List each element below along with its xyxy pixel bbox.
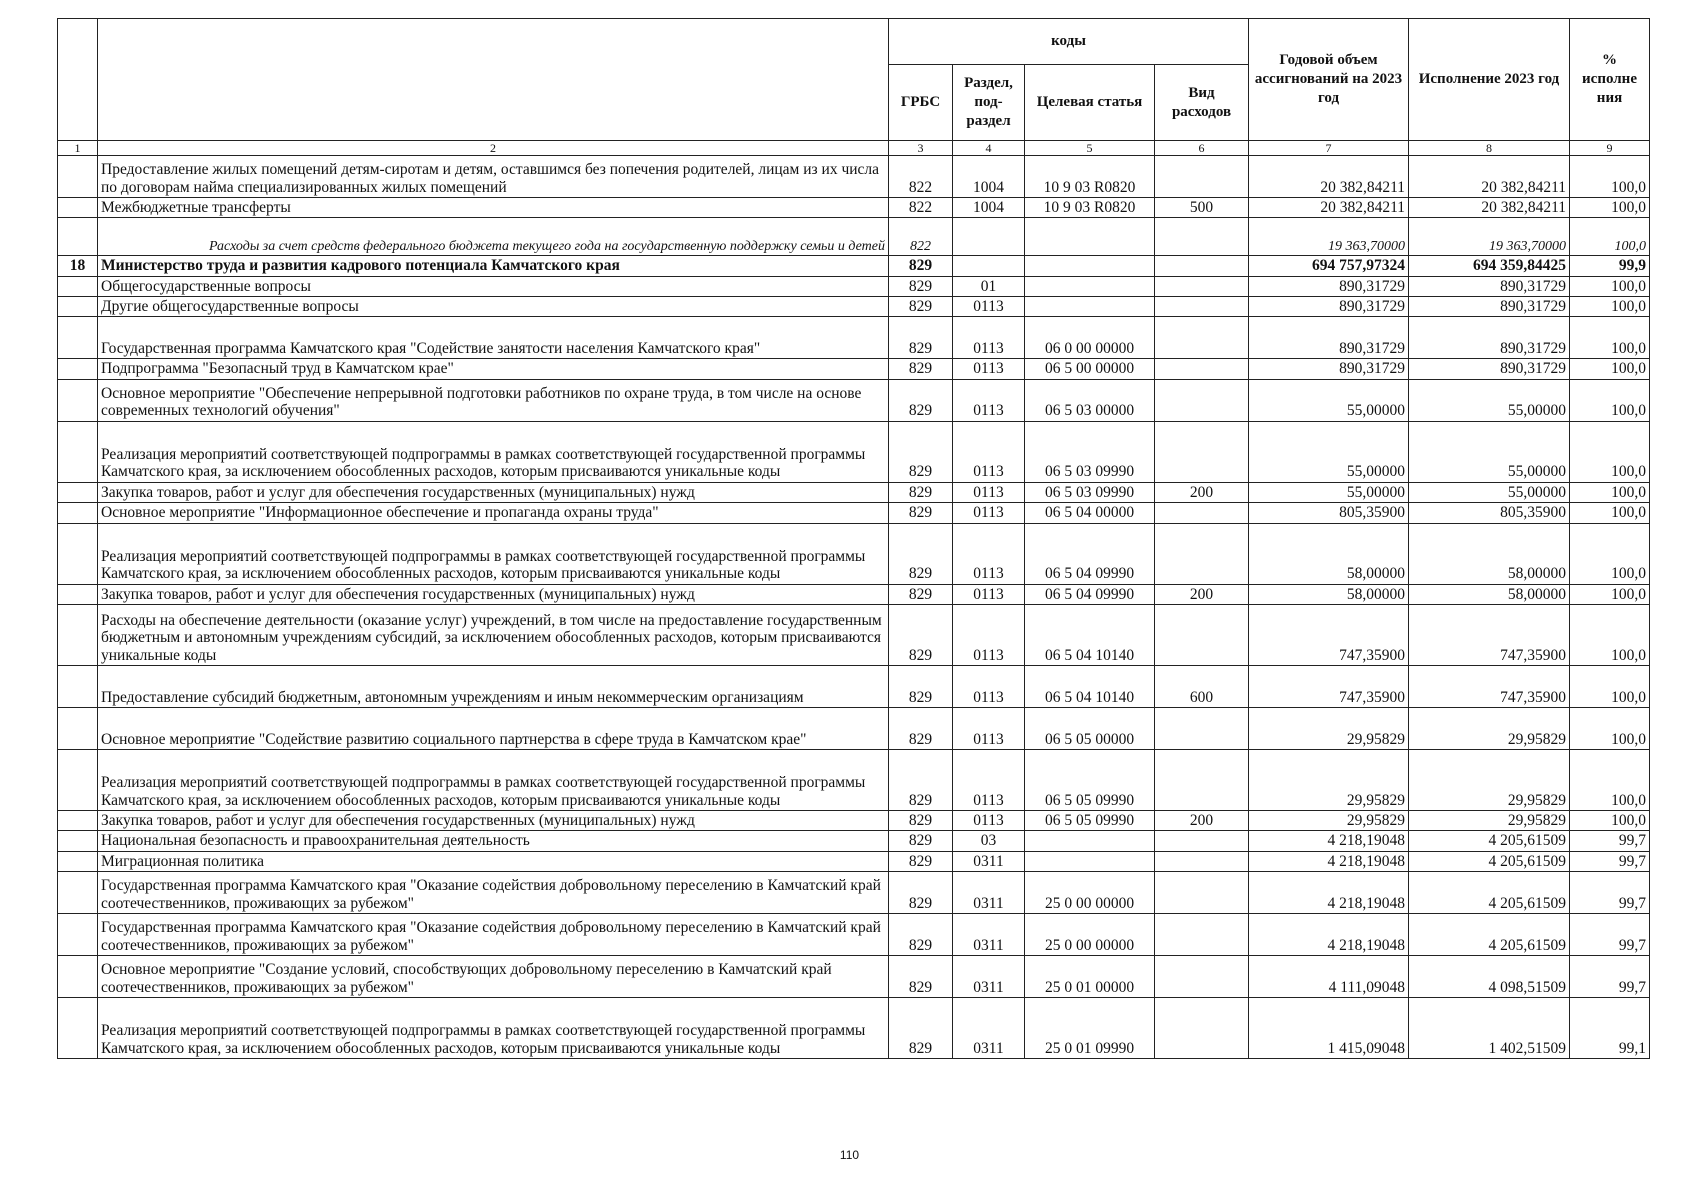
row-number-cell xyxy=(58,604,98,665)
annual-allocation-cell: 4 218,19048 xyxy=(1249,851,1409,871)
grbs-code-cell: 822 xyxy=(889,218,953,256)
execution-percent-cell: 100,0 xyxy=(1570,218,1650,256)
target-article-cell: 06 5 04 00000 xyxy=(1025,503,1155,523)
expense-type-cell xyxy=(1155,317,1249,359)
annual-allocation-cell: 1 415,09048 xyxy=(1249,997,1409,1058)
row-number-cell xyxy=(58,297,98,317)
execution-cell: 19 363,70000 xyxy=(1409,218,1570,256)
target-article-cell: 06 5 04 10140 xyxy=(1025,665,1155,707)
expense-type-cell xyxy=(1155,955,1249,997)
annual-allocation-cell: 55,00000 xyxy=(1249,482,1409,502)
header-plan: Годовой объем ассигнований на 2023 год xyxy=(1249,19,1409,141)
table-row xyxy=(58,218,1650,256)
annual-allocation-cell: 890,31729 xyxy=(1249,359,1409,379)
annual-allocation-cell: 19 363,70000 xyxy=(1249,218,1409,256)
item-name-cell: Основное мероприятие "Создание условий, способствующих добровольному переселению в Камчатский край соотечественников, проживающих за рубежом" xyxy=(98,955,889,997)
annual-allocation-cell: 890,31729 xyxy=(1249,297,1409,317)
target-article-cell: 25 0 01 09990 xyxy=(1025,997,1155,1058)
item-name-cell: Основное мероприятие "Информационное обеспечение и пропаганда охраны труда" xyxy=(98,503,889,523)
table-row xyxy=(58,198,1650,218)
target-article-cell xyxy=(1025,831,1155,851)
annual-allocation-cell: 805,35900 xyxy=(1249,503,1409,523)
table-row xyxy=(58,810,1650,830)
expense-type-cell: 600 xyxy=(1155,665,1249,707)
table-row xyxy=(58,665,1650,707)
column-number: 2 xyxy=(98,141,889,156)
row-number-cell xyxy=(58,379,98,421)
row-number-cell xyxy=(58,913,98,955)
column-number: 6 xyxy=(1155,141,1249,156)
execution-cell: 4 205,61509 xyxy=(1409,851,1570,871)
execution-percent-cell: 100,0 xyxy=(1570,482,1650,502)
annual-allocation-cell: 4 218,19048 xyxy=(1249,913,1409,955)
grbs-code-cell: 829 xyxy=(889,482,953,502)
execution-percent-cell: 99,7 xyxy=(1570,851,1650,871)
annual-allocation-cell: 890,31729 xyxy=(1249,276,1409,296)
grbs-code-cell: 829 xyxy=(889,749,953,810)
expense-type-cell xyxy=(1155,851,1249,871)
expense-type-cell xyxy=(1155,256,1249,276)
execution-cell: 20 382,84211 xyxy=(1409,198,1570,218)
table-row xyxy=(58,584,1650,604)
annual-allocation-cell: 55,00000 xyxy=(1249,421,1409,482)
item-name-cell: Основное мероприятие "Обеспечение непрерывной подготовки работников по охране труда, в том числе на основе современных технологий обучения" xyxy=(98,379,889,421)
target-article-cell: 25 0 00 00000 xyxy=(1025,913,1155,955)
item-name-cell: Предоставление субсидий бюджетным, автономным учреждениям и иным некоммерческим организациям xyxy=(98,665,889,707)
column-number-row xyxy=(58,141,1650,156)
execution-percent-cell: 99,9 xyxy=(1570,256,1650,276)
section-code-cell: 1004 xyxy=(953,156,1025,198)
item-name-cell: Государственная программа Камчатского края "Содействие занятости населения Камчатского края" xyxy=(98,317,889,359)
target-article-cell: 25 0 01 00000 xyxy=(1025,955,1155,997)
execution-cell: 890,31729 xyxy=(1409,359,1570,379)
column-number: 3 xyxy=(889,141,953,156)
grbs-code-cell: 829 xyxy=(889,997,953,1058)
expense-type-cell xyxy=(1155,297,1249,317)
budget-table xyxy=(57,18,1650,1059)
expense-type-cell xyxy=(1155,156,1249,198)
column-number: 4 xyxy=(953,141,1025,156)
execution-percent-cell: 99,7 xyxy=(1570,955,1650,997)
budget-sheet xyxy=(57,18,1649,1059)
target-article-cell: 06 5 03 09990 xyxy=(1025,421,1155,482)
table-row xyxy=(58,831,1650,851)
row-number-cell xyxy=(58,503,98,523)
target-article-cell: 06 5 05 09990 xyxy=(1025,749,1155,810)
target-article-cell: 06 5 04 09990 xyxy=(1025,523,1155,584)
execution-cell: 747,35900 xyxy=(1409,604,1570,665)
execution-cell: 890,31729 xyxy=(1409,276,1570,296)
expense-type-cell xyxy=(1155,749,1249,810)
execution-cell: 55,00000 xyxy=(1409,421,1570,482)
execution-percent-cell: 100,0 xyxy=(1570,379,1650,421)
header-fact: Исполнение 2023 год xyxy=(1409,19,1570,141)
annual-allocation-cell: 890,31729 xyxy=(1249,317,1409,359)
execution-percent-cell: 100,0 xyxy=(1570,359,1650,379)
target-article-cell: 06 5 00 00000 xyxy=(1025,359,1155,379)
grbs-code-cell: 829 xyxy=(889,913,953,955)
grbs-code-cell: 829 xyxy=(889,379,953,421)
target-article-cell: 06 0 00 00000 xyxy=(1025,317,1155,359)
execution-cell: 1 402,51509 xyxy=(1409,997,1570,1058)
item-name-cell: Межбюджетные трансферты xyxy=(98,198,889,218)
execution-percent-cell: 99,7 xyxy=(1570,913,1650,955)
expense-type-cell xyxy=(1155,379,1249,421)
table-row xyxy=(58,955,1650,997)
annual-allocation-cell: 29,95829 xyxy=(1249,810,1409,830)
target-article-cell xyxy=(1025,851,1155,871)
section-code-cell: 0113 xyxy=(953,604,1025,665)
annual-allocation-cell: 4 218,19048 xyxy=(1249,831,1409,851)
grbs-code-cell: 829 xyxy=(889,421,953,482)
section-code-cell: 0113 xyxy=(953,665,1025,707)
execution-percent-cell: 100,0 xyxy=(1570,707,1650,749)
section-code-cell: 0113 xyxy=(953,482,1025,502)
item-name-cell: Реализация мероприятий соответствующей подпрограммы в рамках соответствующей государственной программы Камчатского края, за исключением обособленных расходов, которым присваиваются уникальные коды xyxy=(98,997,889,1058)
item-name-cell: Закупка товаров, работ и услуг для обеспечения государственных (муниципальных) нужд xyxy=(98,584,889,604)
target-article-cell xyxy=(1025,218,1155,256)
item-name-cell: Национальная безопасность и правоохранительная деятельность xyxy=(98,831,889,851)
execution-cell: 890,31729 xyxy=(1409,297,1570,317)
header-expense-type: Вид расходов xyxy=(1155,65,1249,141)
table-row xyxy=(58,523,1650,584)
column-number: 1 xyxy=(58,141,98,156)
table-row xyxy=(58,317,1650,359)
execution-cell: 20 382,84211 xyxy=(1409,156,1570,198)
grbs-code-cell: 829 xyxy=(889,317,953,359)
execution-cell: 29,95829 xyxy=(1409,707,1570,749)
execution-percent-cell: 100,0 xyxy=(1570,317,1650,359)
grbs-code-cell: 829 xyxy=(889,810,953,830)
header-target-article: Целевая статья xyxy=(1025,65,1155,141)
grbs-code-cell: 829 xyxy=(889,256,953,276)
section-code-cell: 01 xyxy=(953,276,1025,296)
execution-percent-cell: 100,0 xyxy=(1570,749,1650,810)
execution-percent-cell: 100,0 xyxy=(1570,421,1650,482)
execution-percent-cell: 100,0 xyxy=(1570,810,1650,830)
column-number: 8 xyxy=(1409,141,1570,156)
annual-allocation-cell: 747,35900 xyxy=(1249,665,1409,707)
table-row xyxy=(58,359,1650,379)
row-number-cell xyxy=(58,421,98,482)
execution-percent-cell: 100,0 xyxy=(1570,276,1650,296)
section-code-cell: 0113 xyxy=(953,379,1025,421)
item-name-cell: Миграционная политика xyxy=(98,851,889,871)
table-row xyxy=(58,256,1650,276)
item-name-cell: Подпрограмма "Безопасный труд в Камчатском крае" xyxy=(98,359,889,379)
grbs-code-cell: 829 xyxy=(889,831,953,851)
table-row xyxy=(58,482,1650,502)
table-row xyxy=(58,421,1650,482)
expense-type-cell xyxy=(1155,421,1249,482)
grbs-code-cell: 829 xyxy=(889,359,953,379)
item-name-cell: Закупка товаров, работ и услуг для обеспечения государственных (муниципальных) нужд xyxy=(98,482,889,502)
row-number-cell xyxy=(58,851,98,871)
execution-cell: 29,95829 xyxy=(1409,810,1570,830)
section-code-cell: 0113 xyxy=(953,707,1025,749)
target-article-cell xyxy=(1025,276,1155,296)
table-header xyxy=(58,19,1650,156)
grbs-code-cell: 829 xyxy=(889,503,953,523)
table-row xyxy=(58,379,1650,421)
section-code-cell: 0113 xyxy=(953,503,1025,523)
expense-type-cell xyxy=(1155,218,1249,256)
grbs-code-cell: 829 xyxy=(889,297,953,317)
target-article-cell: 25 0 00 00000 xyxy=(1025,871,1155,913)
expense-type-cell: 200 xyxy=(1155,482,1249,502)
grbs-code-cell: 829 xyxy=(889,584,953,604)
table-body xyxy=(58,156,1650,1059)
table-row xyxy=(58,871,1650,913)
row-number-cell xyxy=(58,749,98,810)
row-number-cell xyxy=(58,584,98,604)
row-number-cell xyxy=(58,997,98,1058)
expense-type-cell xyxy=(1155,503,1249,523)
target-article-cell xyxy=(1025,297,1155,317)
item-name-cell: Государственная программа Камчатского края "Оказание содействия добровольному переселению в Камчатский край соотечественников, проживающих за рубежом" xyxy=(98,913,889,955)
execution-cell: 890,31729 xyxy=(1409,317,1570,359)
header-codes-group: коды xyxy=(889,19,1249,65)
execution-cell: 4 205,61509 xyxy=(1409,871,1570,913)
table-row xyxy=(58,503,1650,523)
execution-cell: 29,95829 xyxy=(1409,749,1570,810)
row-number-cell xyxy=(58,218,98,256)
header-grbs: ГРБС xyxy=(889,65,953,141)
section-code-cell: 0311 xyxy=(953,913,1025,955)
execution-percent-cell: 99,7 xyxy=(1570,871,1650,913)
table-row xyxy=(58,913,1650,955)
target-article-cell: 06 5 04 09990 xyxy=(1025,584,1155,604)
annual-allocation-cell: 4 218,19048 xyxy=(1249,871,1409,913)
item-name-cell: Предоставление жилых помещений детям-сиротам и детям, оставшимся без попечения родителей, лицам из их числа по договорам найма специализированных жилых помещений xyxy=(98,156,889,198)
execution-cell: 4 205,61509 xyxy=(1409,913,1570,955)
execution-percent-cell: 100,0 xyxy=(1570,604,1650,665)
item-name-cell: Расходы за счет средств федерального бюджета текущего года на государственную поддержку семьи и детей xyxy=(98,218,889,256)
item-name-cell: Министерство труда и развития кадрового потенциала Камчатского края xyxy=(98,256,889,276)
execution-percent-cell: 100,0 xyxy=(1570,665,1650,707)
table-row xyxy=(58,851,1650,871)
header-blank-no xyxy=(58,19,98,141)
row-number-cell xyxy=(58,523,98,584)
execution-cell: 694 359,84425 xyxy=(1409,256,1570,276)
expense-type-cell: 200 xyxy=(1155,584,1249,604)
expense-type-cell xyxy=(1155,523,1249,584)
row-number-cell xyxy=(58,831,98,851)
row-number-cell xyxy=(58,276,98,296)
table-row xyxy=(58,276,1650,296)
execution-percent-cell: 99,1 xyxy=(1570,997,1650,1058)
header-razdel: Раздел, под-раздел xyxy=(953,65,1025,141)
table-row xyxy=(58,749,1650,810)
target-article-cell: 06 5 03 00000 xyxy=(1025,379,1155,421)
row-number-cell: 18 xyxy=(58,256,98,276)
expense-type-cell xyxy=(1155,997,1249,1058)
execution-cell: 805,35900 xyxy=(1409,503,1570,523)
execution-cell: 4 098,51509 xyxy=(1409,955,1570,997)
item-name-cell: Государственная программа Камчатского края "Оказание содействия добровольному переселению в Камчатский край соотечественников, проживающих за рубежом" xyxy=(98,871,889,913)
execution-cell: 4 205,61509 xyxy=(1409,831,1570,851)
row-number-cell xyxy=(58,198,98,218)
section-code-cell: 1004 xyxy=(953,198,1025,218)
row-number-cell xyxy=(58,707,98,749)
grbs-code-cell: 829 xyxy=(889,665,953,707)
item-name-cell: Закупка товаров, работ и услуг для обеспечения государственных (муниципальных) нужд xyxy=(98,810,889,830)
item-name-cell: Общегосударственные вопросы xyxy=(98,276,889,296)
row-number-cell xyxy=(58,871,98,913)
section-code-cell: 0113 xyxy=(953,297,1025,317)
grbs-code-cell: 829 xyxy=(889,276,953,296)
expense-type-cell: 500 xyxy=(1155,198,1249,218)
section-code-cell: 0113 xyxy=(953,810,1025,830)
expense-type-cell xyxy=(1155,913,1249,955)
grbs-code-cell: 829 xyxy=(889,523,953,584)
column-number: 9 xyxy=(1570,141,1650,156)
section-code-cell: 0311 xyxy=(953,997,1025,1058)
table-row xyxy=(58,156,1650,198)
grbs-code-cell: 829 xyxy=(889,955,953,997)
row-number-cell xyxy=(58,665,98,707)
expense-type-cell xyxy=(1155,831,1249,851)
item-name-cell: Реализация мероприятий соответствующей подпрограммы в рамках соответствующей государственной программы Камчатского края, за исключением обособленных расходов, которым присваиваются уникальные коды xyxy=(98,749,889,810)
row-number-cell xyxy=(58,359,98,379)
execution-percent-cell: 100,0 xyxy=(1570,503,1650,523)
expense-type-cell xyxy=(1155,871,1249,913)
column-number: 7 xyxy=(1249,141,1409,156)
item-name-cell: Другие общегосударственные вопросы xyxy=(98,297,889,317)
target-article-cell xyxy=(1025,256,1155,276)
execution-cell: 58,00000 xyxy=(1409,584,1570,604)
expense-type-cell xyxy=(1155,276,1249,296)
page-number: 110 xyxy=(839,1148,860,1162)
section-code-cell: 0113 xyxy=(953,421,1025,482)
table-row xyxy=(58,707,1650,749)
section-code-cell: 0113 xyxy=(953,523,1025,584)
execution-percent-cell: 99,7 xyxy=(1570,831,1650,851)
annual-allocation-cell: 20 382,84211 xyxy=(1249,198,1409,218)
target-article-cell: 10 9 03 R0820 xyxy=(1025,198,1155,218)
annual-allocation-cell: 20 382,84211 xyxy=(1249,156,1409,198)
expense-type-cell xyxy=(1155,359,1249,379)
execution-percent-cell: 100,0 xyxy=(1570,198,1650,218)
table-row xyxy=(58,997,1650,1058)
section-code-cell: 0311 xyxy=(953,851,1025,871)
execution-cell: 747,35900 xyxy=(1409,665,1570,707)
target-article-cell: 06 5 05 00000 xyxy=(1025,707,1155,749)
annual-allocation-cell: 58,00000 xyxy=(1249,523,1409,584)
section-code-cell: 0113 xyxy=(953,317,1025,359)
section-code-cell: 03 xyxy=(953,831,1025,851)
execution-cell: 55,00000 xyxy=(1409,482,1570,502)
grbs-code-cell: 829 xyxy=(889,871,953,913)
item-name-cell: Реализация мероприятий соответствующей подпрограммы в рамках соответствующей государственной программы Камчатского края, за исключением обособленных расходов, которым присваиваются уникальные коды xyxy=(98,421,889,482)
table-row xyxy=(58,604,1650,665)
annual-allocation-cell: 694 757,97324 xyxy=(1249,256,1409,276)
expense-type-cell xyxy=(1155,707,1249,749)
target-article-cell: 06 5 03 09990 xyxy=(1025,482,1155,502)
section-code-cell: 0113 xyxy=(953,749,1025,810)
item-name-cell: Основное мероприятие "Содействие развитию социального партнерства в сфере труда в Камчатском крае" xyxy=(98,707,889,749)
section-code-cell xyxy=(953,218,1025,256)
row-number-cell xyxy=(58,955,98,997)
execution-percent-cell: 100,0 xyxy=(1570,156,1650,198)
expense-type-cell: 200 xyxy=(1155,810,1249,830)
execution-cell: 58,00000 xyxy=(1409,523,1570,584)
annual-allocation-cell: 747,35900 xyxy=(1249,604,1409,665)
annual-allocation-cell: 55,00000 xyxy=(1249,379,1409,421)
annual-allocation-cell: 58,00000 xyxy=(1249,584,1409,604)
execution-percent-cell: 100,0 xyxy=(1570,584,1650,604)
grbs-code-cell: 822 xyxy=(889,156,953,198)
grbs-code-cell: 829 xyxy=(889,851,953,871)
header-blank-name xyxy=(98,19,889,141)
annual-allocation-cell: 4 111,09048 xyxy=(1249,955,1409,997)
row-number-cell xyxy=(58,482,98,502)
row-number-cell xyxy=(58,810,98,830)
section-code-cell: 0311 xyxy=(953,955,1025,997)
item-name-cell: Реализация мероприятий соответствующей подпрограммы в рамках соответствующей государственной программы Камчатского края, за исключением обособленных расходов, которым присваиваются уникальные коды xyxy=(98,523,889,584)
grbs-code-cell: 822 xyxy=(889,198,953,218)
row-number-cell xyxy=(58,156,98,198)
grbs-code-cell: 829 xyxy=(889,707,953,749)
target-article-cell: 10 9 03 R0820 xyxy=(1025,156,1155,198)
grbs-code-cell: 829 xyxy=(889,604,953,665)
annual-allocation-cell: 29,95829 xyxy=(1249,749,1409,810)
row-number-cell xyxy=(58,317,98,359)
column-number: 5 xyxy=(1025,141,1155,156)
execution-cell: 55,00000 xyxy=(1409,379,1570,421)
section-code-cell: 0113 xyxy=(953,359,1025,379)
table-row xyxy=(58,297,1650,317)
header-percent: % исполне ния xyxy=(1570,19,1650,141)
section-code-cell: 0311 xyxy=(953,871,1025,913)
target-article-cell: 06 5 04 10140 xyxy=(1025,604,1155,665)
section-code-cell xyxy=(953,256,1025,276)
execution-percent-cell: 100,0 xyxy=(1570,297,1650,317)
annual-allocation-cell: 29,95829 xyxy=(1249,707,1409,749)
target-article-cell: 06 5 05 09990 xyxy=(1025,810,1155,830)
execution-percent-cell: 100,0 xyxy=(1570,523,1650,584)
expense-type-cell xyxy=(1155,604,1249,665)
item-name-cell: Расходы на обеспечение деятельности (оказание услуг) учреждений, в том числе на предоставление государственным бюджетным и автономным учреждениям субсидий, за исключением обособленных расходов, которым присваиваются уникальные коды xyxy=(98,604,889,665)
section-code-cell: 0113 xyxy=(953,584,1025,604)
